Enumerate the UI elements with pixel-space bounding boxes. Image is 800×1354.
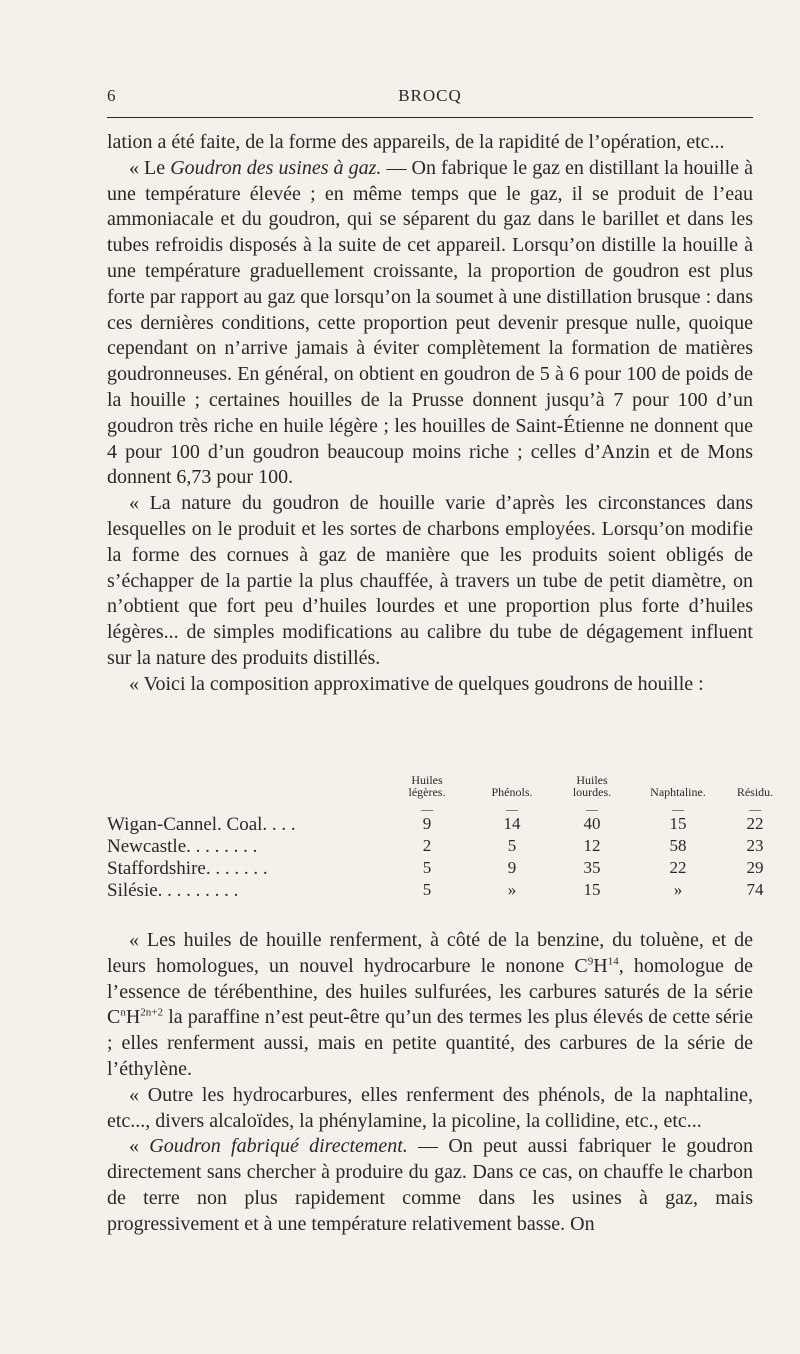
paragraph-7 xyxy=(107,1134,753,1237)
table-cell: 5 xyxy=(422,858,432,877)
table-cell: 74 xyxy=(746,880,764,899)
paragraph-3: « La nature du goudron de houille varie d’après les circonstances dans lesquelles on le produit et les sortes de charbons employées. Lorsqu’on modifie la forme des cornues à gaz de manière que les produits soient obligés de s’échapper de la partie la plus chauffée, à travers un tube de petit diamètre, on n’obtient que fort peu d’huiles lourdes et une proportion plus forte d’huiles légères... de simples modifications au calibre du tube de dégagement influent sur la nature des produits distillés. xyxy=(107,492,753,669)
para5-text: H xyxy=(593,954,608,977)
col-header-phenols: Phénols. xyxy=(491,785,533,799)
table-cell: 9 xyxy=(507,858,517,877)
col-header-line: Huiles xyxy=(411,773,443,787)
table-cell: 35 xyxy=(583,858,601,877)
table-cell: 12 xyxy=(583,836,601,855)
body-text-top xyxy=(107,130,753,698)
superscript: n xyxy=(120,1006,126,1019)
para7-rest: — On peut aussi fabriquer le goudron directement sans chercher à produire du gaz. Dans ce cas, on chauffe le charbon de terre non plus rapidement comme dans les usines à gaz, mais progressivement et à une température relativement basse. On xyxy=(107,1135,753,1235)
para5-text: « Les huiles de houille renferment, à côté de la benzine, du toluène, et de leurs homologues, un nouvel hydrocarbure le nonone C xyxy=(107,929,753,977)
header-dash: — xyxy=(672,802,684,816)
header-dash: — xyxy=(586,802,598,816)
table-cell: 22 xyxy=(746,814,764,833)
para2-rest: — On fabrique le gaz en distillant la houille à une température élevée ; en même temps que le gaz, il se produit de l’eau ammoniacale et du goudron, qui se séparent du gaz dans le barillet et dans les tubes refroidis disposés à la suite de cet appareil. Lorsqu’on distille la houille à une température graduellement croissante, la proportion de goudron est plus forte par rapport au gaz que lorsqu’on la soumet à une distillation brusque : dans ces dernières conditions, cette proportion peut devenir presque nulle, quoique cependant on n’arrive jamais à éviter complètement la formation de matières goudronneuses. En général, on obtient en goudron de 5 à 6 pour 100 de poids de la houille ; certaines houilles de la Prusse donnent jusqu’à 7 pour 100 d’un goudron très riche en huile légère ; les houilles de Saint-Étienne ne donnent que 4 pour 100 d’un goudron beaucoup moins riche ; celles d’Anzin et de Mons donnent 6,73 pour 100. xyxy=(107,156,753,489)
running-header xyxy=(107,86,753,112)
table-row xyxy=(107,858,764,880)
paragraph-6: « Outre les hydrocarbures, elles renferment des phénols, de la naphtaline, etc..., divers alcaloïdes, la phénylamine, la picoline, la collidine, etc., etc... xyxy=(107,1083,753,1132)
table-cell: 22 xyxy=(669,858,687,877)
table-row xyxy=(107,814,764,836)
header-dash: — xyxy=(506,802,518,816)
section-heading-gas: Goudron des usines à gaz. xyxy=(170,156,382,179)
table-cell: » xyxy=(507,880,517,899)
body-text-bottom xyxy=(107,928,753,1238)
table-cell: 58 xyxy=(669,836,687,855)
superscript: 14 xyxy=(607,955,619,968)
table-cell: 2 xyxy=(422,836,432,855)
table-cell: 29 xyxy=(746,858,764,877)
paragraph-4: « Voici la composition approximative de quelques goudrons de houille : xyxy=(129,672,704,695)
paragraph-1: lation a été faite, de la forme des appareils, de la rapidité de l’opération, etc... xyxy=(107,131,725,153)
table-cell: 15 xyxy=(669,814,687,833)
table-cell: 9 xyxy=(422,814,432,833)
para2-open: « Le xyxy=(129,156,171,179)
col-header-huiles-legeres xyxy=(387,774,467,798)
para5-text: , homologue de l’essence de térébenthine, des huiles sulfurées, les carbures saturés de la série C xyxy=(107,954,753,1029)
running-title: BROCQ xyxy=(398,86,462,105)
col-header-huiles-lourdes xyxy=(552,774,632,798)
table-cell: 14 xyxy=(503,814,521,833)
table-cell: 5 xyxy=(422,880,432,899)
table-row xyxy=(107,836,764,858)
section-heading-direct: Goudron fabriqué directement. xyxy=(149,1135,408,1158)
row-label: Wigan-Cannel. Coal. . . . xyxy=(107,814,296,835)
table-cell: 23 xyxy=(746,836,764,855)
row-label: Silésie. . . . . . . . . xyxy=(107,880,239,901)
paragraph-2 xyxy=(107,156,753,491)
header-rule xyxy=(107,117,753,118)
table-row xyxy=(107,880,764,902)
header-dash: — xyxy=(749,802,761,816)
col-header-line: Huiles xyxy=(576,773,608,787)
superscript: 2n+2 xyxy=(140,1006,164,1019)
paragraph-5 xyxy=(107,928,753,1083)
col-header-line: lourdes. xyxy=(572,785,612,799)
col-header-line: légères. xyxy=(408,785,446,799)
col-header-naphtaline: Naphtaline. xyxy=(650,785,706,799)
table-cell: 40 xyxy=(583,814,601,833)
table-cell: » xyxy=(673,880,683,899)
row-label: Staffordshire. . . . . . . xyxy=(107,858,268,879)
para5-text: H xyxy=(125,1006,141,1029)
superscript: 9 xyxy=(587,955,594,968)
para5-text: la paraffine n’est peut-être qu’un des termes les plus élevés de cette série ; elles renferment aussi, mais en petite quantité, des carbures de la série de l’éthylène. xyxy=(107,1006,753,1080)
page-number: 6 xyxy=(107,86,117,105)
para7-open: « xyxy=(129,1135,150,1158)
composition-table xyxy=(107,773,774,901)
table-cell: 5 xyxy=(507,836,517,855)
table-cell: 15 xyxy=(583,880,601,899)
header-dash: — xyxy=(421,802,433,816)
col-header-residu: Résidu. xyxy=(736,785,774,799)
row-label: Newcastle. . . . . . . . xyxy=(107,836,258,857)
